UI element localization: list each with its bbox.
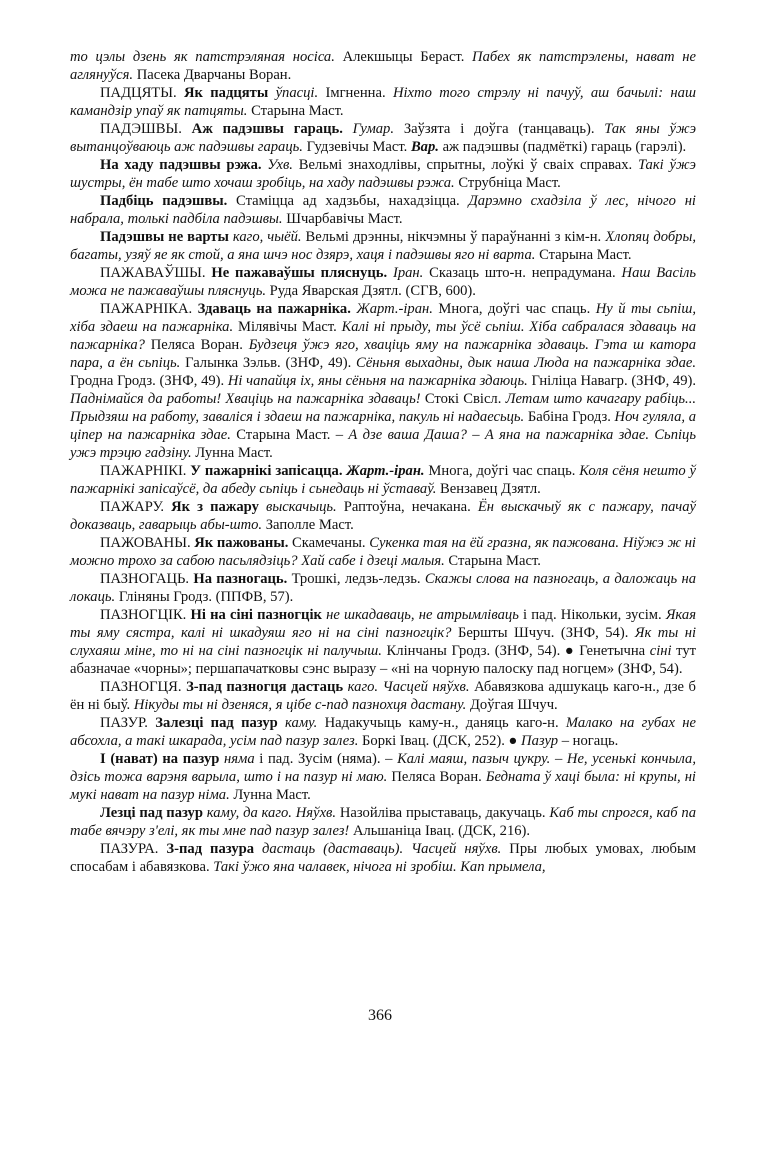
dictionary-entry	[70, 228, 696, 264]
entry-text: Шчарбавічы Маст.	[282, 211, 403, 227]
entry-text: Старына Маст.	[444, 553, 541, 569]
entry-italic-text: то цэлы дзень як патстрэляная носіса.	[70, 49, 335, 65]
entry-italic-text: ўпасці.	[268, 85, 319, 101]
entry-text: Стокі Свісл.	[420, 391, 506, 407]
entry-text: Сказаць што-н. непрадумана.	[423, 265, 622, 281]
entry-text: ПАЗНОГЦЯ.	[100, 679, 187, 695]
entry-text: Пеляса Воран.	[144, 337, 249, 353]
entry-text: Пры любых умовах, любым спосабам і абавязкова.	[70, 841, 696, 875]
entry-headword: Як з пажару	[171, 499, 259, 515]
dictionary-entry	[70, 498, 696, 534]
entry-italic-text: Сёньня выхадны, дык наша Люда на пажарніка здае.	[356, 355, 696, 371]
entry-italic-text: сіні	[649, 643, 672, 659]
entry-text: Старына Маст.	[230, 427, 336, 443]
entry-headword: І (нават) на пазур	[100, 751, 220, 767]
dictionary-entry	[70, 534, 696, 570]
dictionary-entry	[70, 48, 696, 84]
entry-italic-text: Малако на губах не абсохла, а такі шкарада, усім пад пазур залез.	[70, 715, 696, 749]
dictionary-entry	[70, 120, 696, 156]
entry-text: Заўзята і доўга (танцаваць).	[394, 121, 605, 137]
entry-text: Боркі Івац. (ДСК, 252). ●	[358, 733, 522, 749]
entry-text: Доўгая Шчуч.	[466, 697, 558, 713]
entry-text: Клінчаны Гродз. (ЗНФ, 54). ● Генетычна	[381, 643, 650, 659]
entry-text: ПАЗНОГАЦЬ.	[100, 571, 194, 587]
entry-italic-text: Такі ўжо яна чалавек, нічога ні зробіш. Кап прымела,	[213, 859, 546, 875]
entry-text: ПАЖАРНІКА.	[100, 301, 198, 317]
entry-text: Трошкі, ледзь-ледзь.	[287, 571, 425, 587]
dictionary-entries	[70, 48, 696, 876]
dictionary-entry	[70, 192, 696, 228]
entry-italic-text: Ён выскачыў як с пажару, пачаў доказваць, гаварыць абы-што.	[70, 499, 696, 533]
entry-headword: На пазногаць.	[193, 571, 288, 587]
dictionary-entry	[70, 156, 696, 192]
entry-headword: Падбіць падэшвы.	[100, 193, 228, 209]
entry-headword: Вар.	[410, 139, 439, 155]
entry-italic-text: Нікуды ты ні дзеняся, я цібе с-пад пазнохця дастану.	[133, 697, 467, 713]
entry-text: Імгненна.	[318, 85, 393, 101]
entry-italic-text: Дарэмно схадзіла ў лес, нічого ні набрала, толькі падбіла падэшвы.	[70, 193, 696, 227]
entry-text: Абавязкова адшукаць каго-н., дзе б ён ні быў.	[70, 679, 696, 713]
entry-headword: Аж падэшвы гараць.	[191, 121, 343, 137]
entry-italic-text: Паднімайся да работы! Хваціць на пажарніка здаваць!	[70, 391, 421, 407]
dictionary-entry	[70, 840, 696, 876]
entry-text: Пеляса Воран.	[387, 769, 486, 785]
entry-text: Мілявічы Маст.	[233, 319, 342, 335]
entry-text: Гродна Гродз. (ЗНФ, 49).	[70, 373, 228, 389]
entry-italic-text: Як ты ні слухаяш міне, то ні на сіні пазногцік ні палучыш.	[70, 625, 697, 659]
dictionary-entry	[70, 84, 696, 120]
entry-text: ПАЖАВАЎШЫ.	[100, 265, 212, 281]
dictionary-entry	[70, 300, 696, 462]
entry-headword: Як падцяты	[183, 85, 269, 101]
entry-headword: З-пад пазногця дастаць	[186, 679, 344, 695]
entry-italic-text: Жарт.-іран.	[350, 301, 433, 317]
entry-text: Старына Маст.	[247, 103, 344, 119]
page-number: 366	[368, 1007, 392, 1024]
entry-headword: Ні на сіні пазногцік	[190, 607, 322, 623]
entry-text: Струбніца Маст.	[454, 175, 561, 191]
entry-text: – ногаць.	[558, 733, 619, 749]
entry-text: Раптоўна, нечакана.	[336, 499, 478, 515]
entry-headword: Лезці пад пазур	[100, 805, 203, 821]
entry-italic-text: Каб ты спрогся, каб па табе вячэру з'елі, як ты мне пад пазур залез!	[70, 805, 696, 839]
entry-headword: З-пад пазура	[166, 841, 255, 857]
entry-text: Руда Яварская Дзятл. (СГВ, 600).	[266, 283, 476, 299]
entry-italic-text: Калі ні прыду, ты ўсё сьпіш. Хіба сабралася здаваць на пажарніка?	[70, 319, 696, 353]
entry-italic-text: Ну й ты сьпіш, хіба здаеш на пажарніка.	[70, 301, 696, 335]
entry-text: Галынка Зэльв. (ЗНФ, 49).	[180, 355, 357, 371]
entry-italic-text: няма	[219, 751, 255, 767]
entry-italic-text: – А дзе ваша Даша? – А яна на пажарніка здае. Сьпіць ужэ трэцю гадзіну.	[70, 427, 696, 461]
entry-italic-text: Ухв.	[261, 157, 293, 173]
entry-text: Заполле Маст.	[262, 517, 354, 533]
entry-headword: Не пажаваўшы пляснуць.	[211, 265, 388, 281]
entry-headword: Як пажованы.	[194, 535, 289, 551]
entry-text: і пад. Нікольки, зусім.	[518, 607, 666, 623]
entry-text: Вельмі знаходлівы, спрытны, лоўкі ў сваіх справах.	[292, 157, 638, 173]
entry-italic-text: Ноч гуляла, а ціпер на пажарніка здае.	[70, 409, 696, 443]
entry-headword: У пажарнікі запісацца.	[190, 463, 343, 479]
entry-italic-text: Ніхто того стрэлу ні пачуў, аш бачылі: наш камандзір упаў як патцяты.	[70, 85, 696, 119]
entry-text: Алекшыцы Бераст.	[334, 49, 473, 65]
dictionary-entry	[70, 570, 696, 606]
dictionary-entry	[70, 804, 696, 840]
entry-text: Вельмі дрэнны, нікчэмны ў параўнанні з кім-н.	[301, 229, 606, 245]
entry-text: Гніліца Навагр. (ЗНФ, 49).	[527, 373, 697, 389]
entry-italic-text: каго, чыёй.	[228, 229, 302, 245]
entry-italic-text: Хлопяц добры, багаты, узяў яе як стой, а яна шчэ нос дзярэ, хаця і падэшвы яго ні варта.	[70, 229, 696, 263]
entry-italic-text: каго. Часцей няўхв.	[343, 679, 470, 695]
entry-text: ПАДЦЯТЫ.	[100, 85, 184, 101]
entry-italic-text: каму, да каго. Няўхв.	[202, 805, 337, 821]
entry-italic-text: Бедната ў хаці была: ні крупы, ні мукі нават на пазур німа.	[70, 769, 696, 803]
entry-text: ПАДЭШВЫ.	[100, 121, 192, 137]
entry-italic-text: Якая ты яму сястра, калі ні шкадуяш яго ні на сіні пазногцік?	[70, 607, 696, 641]
entry-italic-text: Коля сёня нешто ў пажарнікі запісаўсё, да абеду сьпіць і сьнедаць ні ўставаў.	[70, 463, 697, 497]
entry-text: Стаміцца ад хадзьбы, нахадзіцца.	[227, 193, 469, 209]
entry-italic-text: Скажы слова на пазногаць, а даложаць на локаць.	[70, 571, 696, 605]
dictionary-entry	[70, 606, 696, 678]
entry-text: Вензавец Дзятл.	[436, 481, 541, 497]
entry-text: Многа, доўгі час спаць.	[424, 463, 580, 479]
entry-text: Бабіна Гродз.	[524, 409, 615, 425]
entry-headword: Здаваць на пажарніка.	[197, 301, 351, 317]
entry-text: Скамечаны.	[288, 535, 370, 551]
entry-text: Бершты Шчуч. (ЗНФ, 54).	[451, 625, 635, 641]
entry-text: тут абазначае «чорны»; першапачатковы сэнс выразу – «ні на чорную палоску пад ногцем» (ЗНФ, 54).	[70, 643, 696, 677]
entry-text: ПАЖОВАНЫ.	[100, 535, 195, 551]
entry-italic-text: дастаць (даставаць). Часцей няўхв.	[254, 841, 502, 857]
entry-italic-text: каму.	[277, 715, 318, 731]
entry-text: і пад. Зусім (няма). –	[254, 751, 398, 767]
entry-text: Старына Маст.	[535, 247, 632, 263]
entry-text: аж падэшвы (падмёткі) гараць (гарэлі).	[438, 139, 687, 155]
entry-italic-text: Ні чапайця іх, яны сёньня на пажарніка здаюць.	[227, 373, 528, 389]
entry-text: Надакучыць каму-н., даняць каго-н.	[317, 715, 566, 731]
entry-italic-text: не шкадаваць, не атрымліваць	[321, 607, 519, 623]
entry-italic-text: Наш Васіль можа не пажаваўшы пляснуць.	[70, 265, 697, 299]
entry-text: Назойліва прыставаць, дакучаць.	[336, 805, 550, 821]
entry-text: ПАЖАРНІКІ.	[100, 463, 191, 479]
entry-text: Лунна Маст.	[229, 787, 311, 803]
entry-text: Многа, доўгі час спаць.	[432, 301, 596, 317]
entry-text: Гудзевічы Маст.	[302, 139, 411, 155]
entry-headword: На хаду падэшвы рэжа.	[100, 157, 262, 173]
entry-italic-text: Пабех як патстрэлены, нават не аглянуўся.	[70, 49, 696, 83]
entry-text: Гліняны Гродз. (ППФВ, 57).	[115, 589, 294, 605]
entry-italic-text: Летам што качагару рабіць... Прыдзяш на работу, заваліся і здаеш на пажарніка, пакуль ні надаесьць.	[70, 391, 696, 425]
entry-italic-text: Сукенка тая на ёй гразна, як пажована. Ніўжэ ж ні можно трохо за сабою пасьлядзіць? Хай сабе і дзеці малыя.	[70, 535, 696, 569]
entry-headword: Залезці пад пазур	[155, 715, 278, 731]
entry-text: Пасека Дварчаны Воран.	[133, 67, 292, 83]
entry-italic-text: Будзеця ўжэ яго, хваціць яму на пажарніка здаваць. Гэта ш катора пара, а ён сьпіць.	[70, 337, 696, 371]
entry-headword: Жарт.-іран.	[342, 463, 425, 479]
entry-italic-text: Гумар.	[342, 121, 395, 137]
entry-text: ПАЗУРА.	[100, 841, 167, 857]
dictionary-entry	[70, 678, 696, 714]
dictionary-entry	[70, 750, 696, 804]
entry-italic-text: Пазур	[521, 733, 559, 749]
dictionary-entry	[70, 264, 696, 300]
entry-text: Лунна Маст.	[191, 445, 273, 461]
entry-italic-text: Так яны ўжэ вытанцоўваюць аж падэшвы гараць.	[70, 121, 697, 155]
dictionary-entry	[70, 714, 696, 750]
entry-headword: Падэшвы не варты	[100, 229, 229, 245]
entry-italic-text: Калі маяш, пазыч цукру. – Не, усенькі кончыла, дзісь тожа варэня варыла, што і на пазур ні маю.	[70, 751, 696, 785]
entry-text: Альшаніца Івац. (ДСК, 216).	[349, 823, 531, 839]
entry-text: ПАЗУР.	[100, 715, 156, 731]
dictionary-entry	[70, 462, 696, 498]
entry-italic-text: Іран.	[387, 265, 424, 281]
entry-text: ПАЖАРУ.	[100, 499, 172, 515]
entry-italic-text: Такі ўжэ шустры, ён табе што хочаш зробіць, на хаду падэшвы рэжа.	[70, 157, 696, 191]
entry-text: ПАЗНОГЦІК.	[100, 607, 191, 623]
entry-italic-text: выскачыць.	[258, 499, 337, 515]
